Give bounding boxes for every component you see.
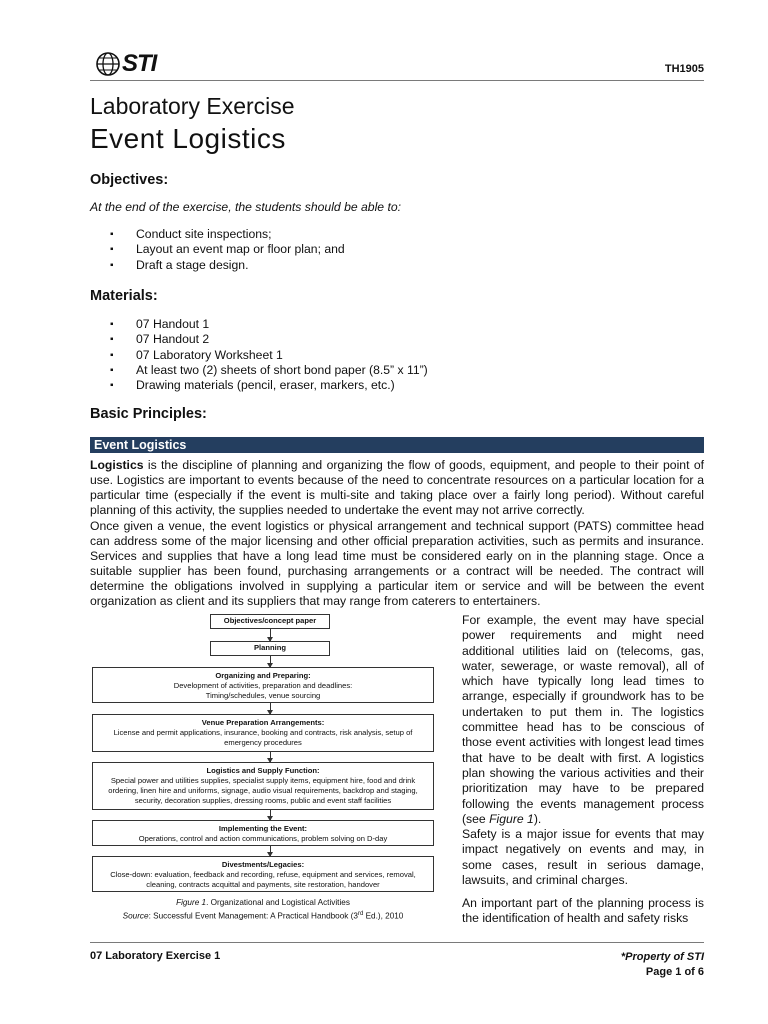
flow-box-logistics-supply bbox=[92, 762, 434, 810]
title-line-2: Event Logistics bbox=[90, 123, 286, 154]
flow-box-label: Planning bbox=[253, 643, 287, 652]
caption-text: . Organizational and Logistical Activities bbox=[206, 898, 350, 907]
flow-box-text: Development of activities, preparation and deadlines: bbox=[173, 681, 353, 690]
document-code: TH1905 bbox=[664, 63, 704, 75]
flow-box-objectives bbox=[210, 614, 330, 629]
paragraph-power-requirements bbox=[462, 613, 704, 827]
source-text: : Successful Event Management: A Practical Handbook (3 bbox=[148, 911, 358, 921]
footer-right bbox=[621, 950, 704, 980]
flow-box-divestments bbox=[92, 856, 434, 892]
paragraph-venue: Once given a venue, the event logistics or physical arrangement and technical support (PATS) committee head can address some of the major licensing and other official preparation activities, such as permits and insurance. Services and supplies that have a long lead time must be considered early on in the planning stage. Once a suitable supplier has been found, purchasing arrangements or a contract will be needed. The contract will determine the obligations involved in supplying a particular item or service and will be between the event organization as client and its suppliers that may range from caterers to entertainers. bbox=[90, 519, 704, 608]
logistics-term: Logistics bbox=[90, 458, 144, 472]
flow-box-text: Timing/schedules, venue sourcing bbox=[205, 691, 321, 700]
flow-arrow bbox=[270, 656, 271, 667]
figure-caption bbox=[92, 898, 434, 908]
list-item: ▪ 07 Laboratory Worksheet 1 bbox=[110, 348, 428, 363]
flow-box-text: Close-down: evaluation, feedback and recording, refuse, equipment and services, removal, cleaning, contracts acquittal and payments, site restoration, handover bbox=[110, 870, 416, 889]
flow-box-title: Divestments/Legacies: bbox=[221, 860, 305, 869]
paragraph-planning: An important part of the planning process is the identification of health and safety risks bbox=[462, 896, 704, 926]
basic-principles-heading: Basic Principles: bbox=[90, 406, 207, 422]
list-item: ▪ 07 Handout 2 bbox=[110, 332, 428, 347]
flow-arrow bbox=[270, 703, 271, 714]
objectives-heading: Objectives: bbox=[90, 172, 169, 188]
logistics-flowchart bbox=[92, 612, 434, 912]
source-superscript: rd bbox=[357, 911, 364, 917]
source-label: Source bbox=[122, 911, 149, 921]
list-item: ▪ Drawing materials (pencil, eraser, markers, etc.) bbox=[110, 378, 428, 393]
section-header-bar: Event Logistics bbox=[90, 437, 704, 453]
header-divider bbox=[90, 80, 704, 81]
figure-reference: Figure 1 bbox=[489, 811, 534, 826]
logo-text: STI bbox=[122, 50, 157, 77]
objectives-list bbox=[110, 227, 345, 273]
globe-logo-icon bbox=[95, 51, 121, 77]
flow-box-label: Objectives/concept paper bbox=[223, 616, 317, 625]
flow-box-title: Logistics and Supply Function: bbox=[206, 766, 320, 775]
flow-box-implementing bbox=[92, 820, 434, 846]
sti-logo bbox=[95, 50, 156, 78]
list-item: ▪ 07 Handout 1 bbox=[110, 317, 428, 332]
source-text: Ed.), 2010 bbox=[363, 911, 404, 921]
flow-box-title: Implementing the Event: bbox=[218, 824, 308, 833]
list-item: ▪ Draft a stage design. bbox=[110, 258, 345, 273]
paragraph-text: is the discipline of planning and organizing the flow of goods, equipment, and people to their point of use. Logistics are important to events because of the need to concentrate resources on a particular location for a particular time (especially if the event is multi-site and taking place over a fairly long period). Without careful planning of this activity, the supplies needed to undertake the event may not arrive correctly. bbox=[90, 458, 704, 517]
flow-arrow bbox=[270, 810, 271, 820]
figure-source bbox=[92, 909, 434, 922]
flow-box-title: Organizing and Preparing: bbox=[215, 671, 311, 680]
footer-divider bbox=[90, 942, 704, 943]
flow-arrow bbox=[270, 752, 271, 762]
paragraph-text: ). bbox=[533, 811, 542, 826]
paragraph-logistics bbox=[90, 458, 704, 518]
list-item: ▪ Layout an event map or floor plan; and bbox=[110, 242, 345, 257]
objectives-intro: At the end of the exercise, the students should be able to: bbox=[90, 200, 401, 214]
flow-box-text: Operations, control and action communications, problem solving on D-day bbox=[138, 834, 388, 843]
paragraph-text: For example, the event may have special power requirements and might need additional utilities laid on (telecoms, gas, water, sewerage, or waste removal), all of which have typically long lead times to arrange, especially if groundwork has to be undertaken to put them in. The logistics committee head has to be conscious of those event activities with longest lead times that have to be dealt with first. A logistics plan showing the various activities and their prioritization may have to be prepared following the events management process (see bbox=[462, 613, 704, 826]
flow-arrow bbox=[270, 846, 271, 856]
flow-box-text: Special power and utilities supplies, specialist supply items, equipment hire, food and drink ordering, linen hire and uniforms, signage, audio visual requirements, backdrop and staging, security, decoration supplies, dressing rooms, public and event staff facilities bbox=[108, 776, 418, 805]
materials-heading: Materials: bbox=[90, 288, 158, 304]
page-number: Page 1 of 6 bbox=[645, 966, 704, 978]
list-item: ▪ Conduct site inspections; bbox=[110, 227, 345, 242]
paragraph-safety: Safety is a major issue for events that may impact negatively on events and may, in some cases, result in serious damage, lawsuits, and criminal charges. bbox=[462, 827, 704, 887]
list-item: ▪ At least two (2) sheets of short bond paper (8.5” x 11”) bbox=[110, 363, 428, 378]
materials-list bbox=[110, 317, 428, 393]
footer-title: 07 Laboratory Exercise 1 bbox=[90, 950, 221, 962]
title-line-1: Laboratory Exercise bbox=[90, 93, 295, 119]
flow-box-venue-preparation bbox=[92, 714, 434, 752]
flow-box-title: Venue Preparation Arrangements: bbox=[201, 718, 325, 727]
flow-arrow bbox=[270, 629, 271, 641]
figure-label: Figure 1 bbox=[176, 898, 207, 907]
property-notice: *Property of STI bbox=[620, 951, 704, 963]
flow-box-planning bbox=[210, 641, 330, 656]
flow-box-text: License and permit applications, insurance, booking and contracts, risk analysis, setup of emergency procedures bbox=[113, 728, 413, 747]
flow-box-organizing bbox=[92, 667, 434, 703]
